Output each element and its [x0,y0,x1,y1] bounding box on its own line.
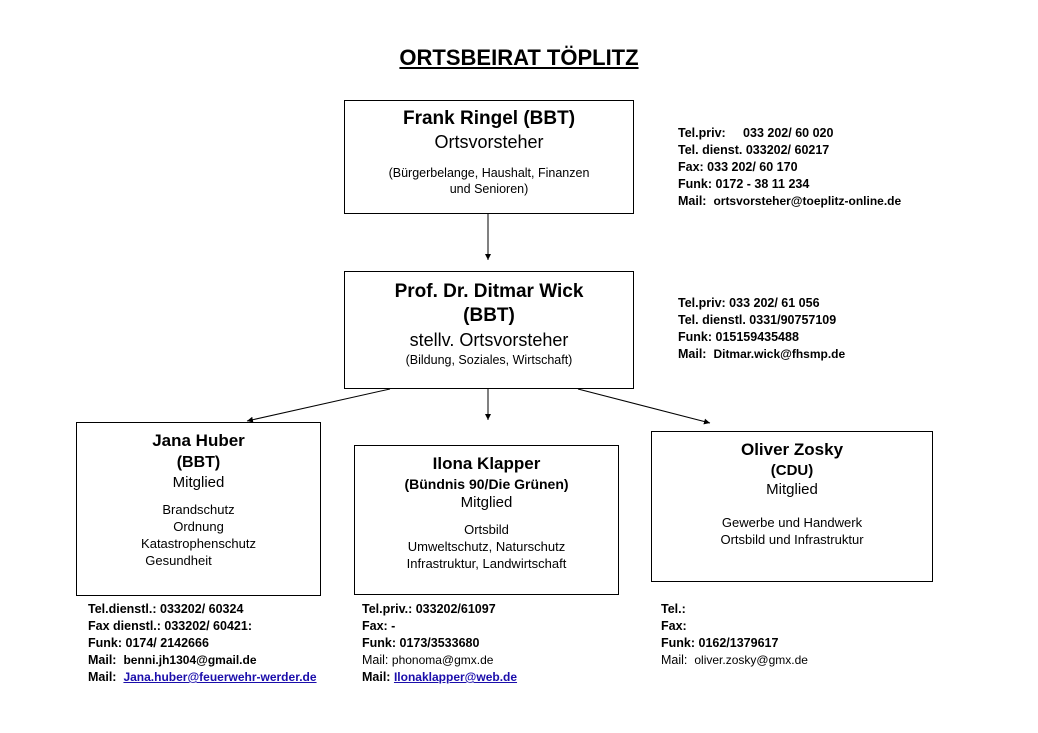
member-contact-zosky [661,601,808,669]
contact-line: Funk: 0173/3533680 [362,636,480,650]
member-role: Mitglied [766,481,818,498]
mail-line [678,193,901,210]
mail-link[interactable]: Jana.huber@feuerwehr-werder.de [123,670,317,684]
scope-item: Brandschutz [162,502,235,517]
mail-line [88,652,317,669]
scope-item: Gesundheit [145,553,212,568]
mail-label: Mail: [678,347,707,361]
contact-line: Funk: 0172 - 38 11 234 [678,177,810,191]
contact-line: Tel. dienstl. 0331/90757109 [678,313,837,327]
mail-label: Mail: [362,653,389,667]
deputy-contact [678,295,845,363]
mail-address[interactable]: Ditmar.wick@fhsmp.de [713,347,846,361]
head-scope [345,165,633,197]
mail-link[interactable]: Ilonaklapper@web.de [393,670,518,684]
deputy-name-line: Prof. Dr. Ditmar Wick [394,281,584,302]
member-box-huber [76,422,321,596]
mail-line [88,669,317,686]
contact-line: Tel.: [661,602,686,616]
head-name: Frank Ringel (BBT) [402,108,576,129]
member-contact-huber [88,601,317,686]
member-box-klapper [354,445,619,595]
contact-line: Funk: 015159435488 [678,330,799,344]
head-scope-line: und Senioren) [449,182,529,196]
contact-line: Fax: - [362,619,396,633]
ortsvorsteher-box [344,100,634,214]
mail-line [661,652,808,669]
scope-item: Ordnung [173,519,224,534]
page-title: ORTSBEIRAT TÖPLITZ [399,45,639,70]
contact-line: Funk: 0174/ 2142666 [88,636,209,650]
deputy-name [345,280,633,328]
deputy-role: stellv. Ortsvorsteher [409,330,569,350]
mail-label: Mail: [88,653,117,667]
mail-label: Mail: [678,194,707,208]
member-scope [355,521,618,572]
mail-label: Mail: [362,670,391,684]
contact-line: Tel.priv.: 033202/61097 [362,602,496,616]
mail-line [362,669,517,686]
member-name: Ilona Klapper [432,454,541,473]
scope-item: Ortsbild und Infrastruktur [720,532,864,547]
member-party: (CDU) [770,462,814,479]
contact-line: Fax: 033 202/ 60 170 [678,160,798,174]
mail-address[interactable]: ortsvorsteher@toeplitz-online.de [713,194,902,208]
deputy-box [344,271,634,389]
deputy-party: (BBT) [463,305,515,326]
arrow-deputy-to-huber [247,389,390,421]
member-box-zosky [651,431,933,582]
member-scope [77,501,320,569]
head-contact [678,125,901,210]
member-party: (Bündnis 90/Die Grünen) [404,476,569,492]
mail-address[interactable]: benni.jh1304@gmail.de [123,653,257,667]
deputy-scope: (Bildung, Soziales, Wirtschaft) [405,353,573,367]
mail-label: Mail: [88,670,117,684]
member-role: Mitglied [172,474,225,491]
scope-item: Infrastruktur, Landwirtschaft [406,556,567,571]
contact-line: Fax dienstl.: 033202/ 60421: [88,619,252,633]
mail-address[interactable]: phonoma@gmx.de [391,653,494,667]
contact-line: Tel. dienst. 033202/ 60217 [678,143,830,157]
mail-line [362,652,517,669]
member-party: (BBT) [176,454,221,471]
arrow-deputy-to-zosky [578,389,710,423]
head-role: Ortsvorsteher [434,132,544,152]
head-scope-line: (Bürgerbelange, Haushalt, Finanzen [388,166,590,180]
scope-item: Umweltschutz, Naturschutz [407,539,566,554]
mail-line [678,346,845,363]
contact-line: Funk: 0162/1379617 [661,636,779,650]
contact-line: Tel.priv: 033 202/ 60 020 [678,126,834,140]
scope-item: Katastrophenschutz [141,536,256,551]
contact-line: Tel.priv: 033 202/ 61 056 [678,296,820,310]
member-contact-klapper [362,601,517,686]
contact-line: Fax: [661,619,687,633]
member-name: Jana Huber [152,431,245,450]
contact-line: Tel.dienstl.: 033202/ 60324 [88,602,244,616]
member-name: Oliver Zosky [740,440,844,459]
scope-item: Gewerbe und Handwerk [721,515,863,530]
mail-label: Mail: [661,653,688,667]
member-role: Mitglied [460,494,513,511]
scope-item: Ortsbild [464,522,509,537]
mail-address[interactable]: oliver.zosky@gmx.de [694,653,808,667]
member-scope [652,514,932,548]
